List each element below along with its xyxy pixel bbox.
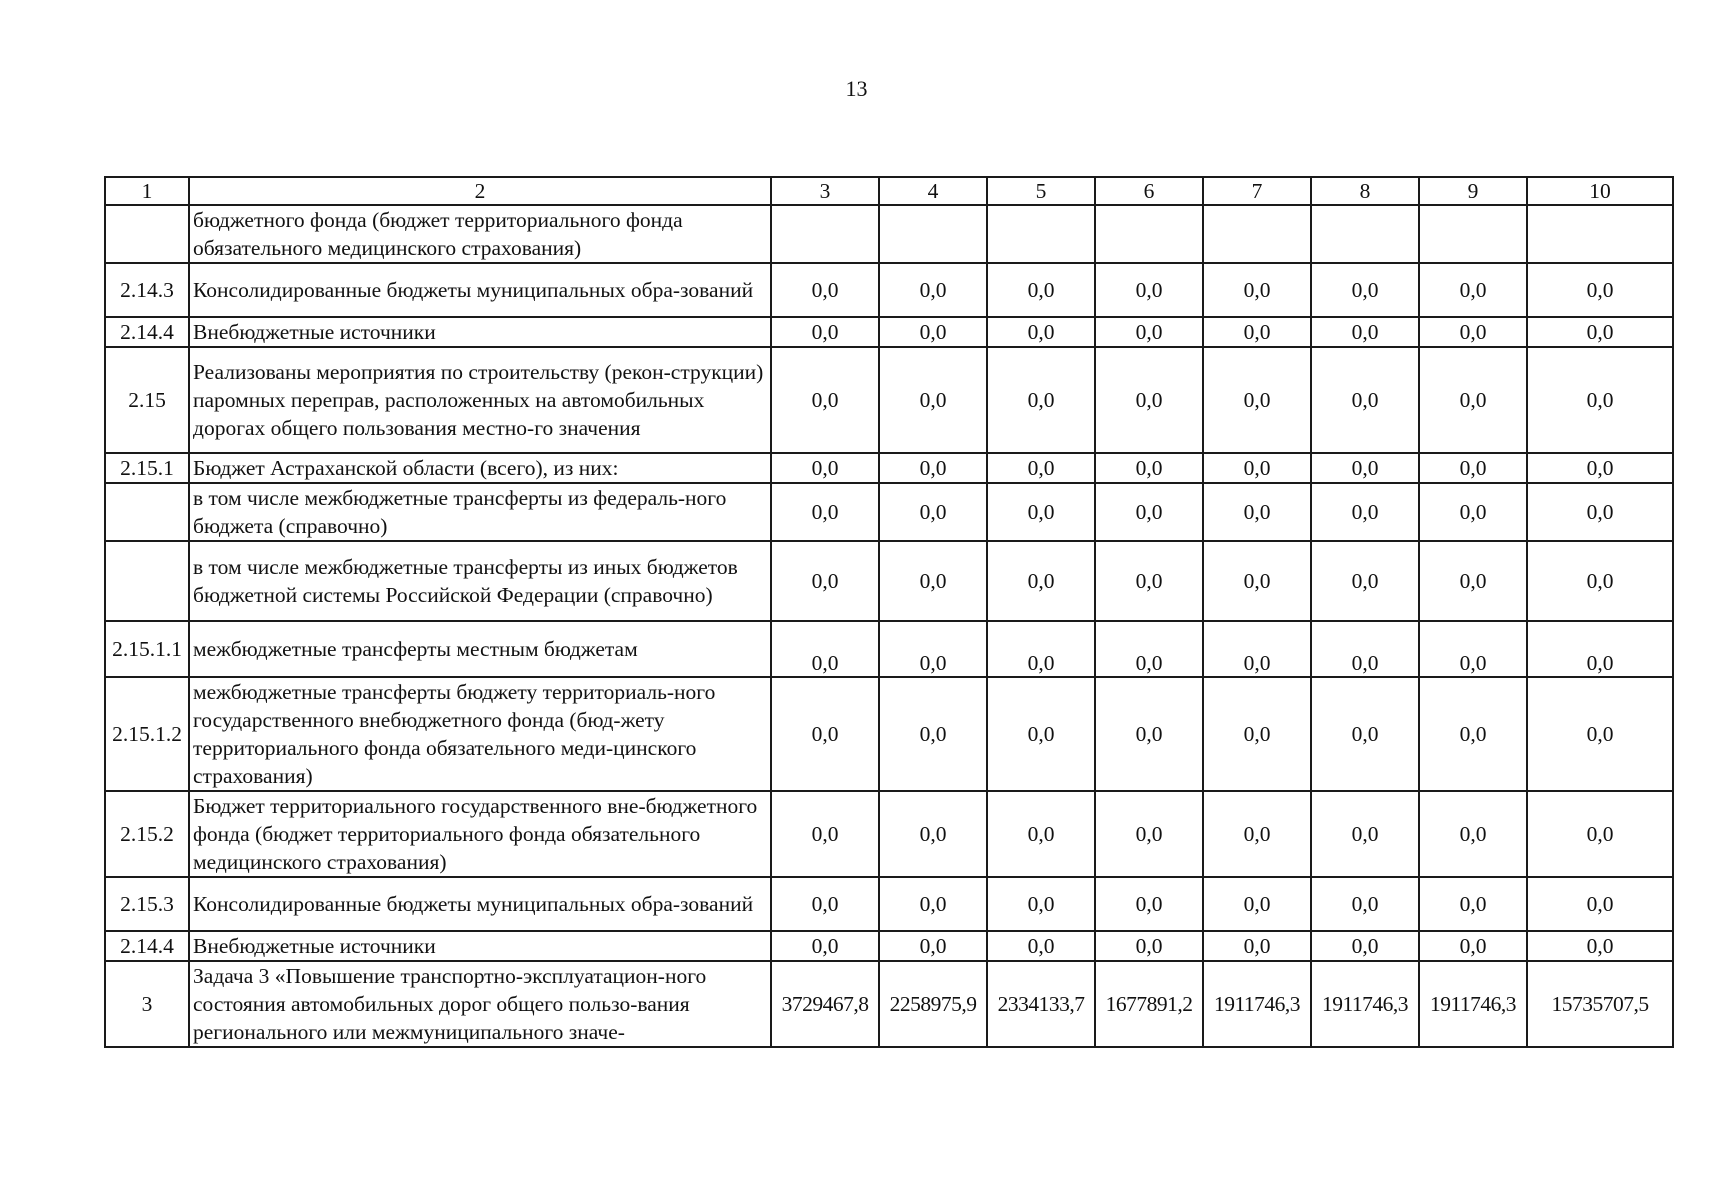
value-cell-col-7: 0,0: [1203, 931, 1311, 961]
value-cell-col-8: 0,0: [1311, 263, 1419, 317]
value-cell-col-3: 3729467,8: [771, 961, 879, 1047]
row-number: [105, 205, 189, 263]
value-cell-col-4: 0,0: [879, 317, 987, 347]
value-cell-col-8: 0,0: [1311, 317, 1419, 347]
value-cell-col-7: 0,0: [1203, 347, 1311, 453]
row-description: в том числе межбюджетные трансферты из федераль-ного бюджета (справочно): [189, 483, 771, 541]
value-cell-col-8: 0,0: [1311, 453, 1419, 483]
table-row: [105, 877, 1673, 931]
row-description: в том числе межбюджетные трансферты из иных бюджетов бюджетной системы Российской Федерации (справочно): [189, 541, 771, 621]
value-cell-col-9: 0,0: [1419, 931, 1527, 961]
row-description: Задача 3 «Повышение транспортно-эксплуатацион-ного состояния автомобильных дорог общего пользо-вания регионального или межмуниципального значе-: [189, 961, 771, 1047]
row-number: 2.15.3: [105, 877, 189, 931]
table-row: [105, 541, 1673, 621]
value-cell-col-8: 1911746,3: [1311, 961, 1419, 1047]
value-cell-col-7: 0,0: [1203, 877, 1311, 931]
value-cell-col-10: 15735707,5: [1527, 961, 1673, 1047]
header-row: [105, 177, 1673, 205]
value-cell-col-9: [1419, 205, 1527, 263]
value-cell-col-10: 0,0: [1527, 483, 1673, 541]
value-cell-col-5: 0,0: [987, 317, 1095, 347]
value-cell-col-10: 0,0: [1527, 621, 1673, 677]
table-row: [105, 347, 1673, 453]
value-cell-col-7: 0,0: [1203, 317, 1311, 347]
value-cell-col-4: 0,0: [879, 931, 987, 961]
value-cell-col-10: 0,0: [1527, 541, 1673, 621]
value-cell-col-9: 0,0: [1419, 263, 1527, 317]
value-cell-col-5: 0,0: [987, 453, 1095, 483]
value-cell-col-7: 0,0: [1203, 263, 1311, 317]
value-cell-col-6: 0,0: [1095, 347, 1203, 453]
col-header-5: 5: [987, 177, 1095, 205]
table-row: [105, 453, 1673, 483]
row-description: межбюджетные трансферты бюджету территориаль-ного государственного внебюджетного фонда (бюд-жету территориального фонда обязательного меди-цинского страхования): [189, 677, 771, 791]
table-row: [105, 621, 1673, 677]
value-cell-col-4: 0,0: [879, 621, 987, 677]
value-cell-col-5: 0,0: [987, 677, 1095, 791]
value-cell-col-10: 0,0: [1527, 791, 1673, 877]
row-number: 2.14.4: [105, 931, 189, 961]
col-header-4: 4: [879, 177, 987, 205]
value-cell-col-10: [1527, 205, 1673, 263]
value-cell-col-10: 0,0: [1527, 347, 1673, 453]
row-description: Внебюджетные источники: [189, 931, 771, 961]
value-cell-col-8: [1311, 205, 1419, 263]
value-cell-col-9: 0,0: [1419, 621, 1527, 677]
row-number: 2.14.3: [105, 263, 189, 317]
row-number: 2.15: [105, 347, 189, 453]
col-header-3: 3: [771, 177, 879, 205]
value-cell-col-10: 0,0: [1527, 877, 1673, 931]
col-header-6: 6: [1095, 177, 1203, 205]
col-header-10: 10: [1527, 177, 1673, 205]
value-cell-col-6: 0,0: [1095, 263, 1203, 317]
value-cell-col-7: 0,0: [1203, 453, 1311, 483]
value-cell-col-4: 0,0: [879, 453, 987, 483]
value-cell-col-10: 0,0: [1527, 677, 1673, 791]
value-cell-col-9: 0,0: [1419, 317, 1527, 347]
value-cell-col-8: 0,0: [1311, 541, 1419, 621]
row-description: Консолидированные бюджеты муниципальных обра-зований: [189, 877, 771, 931]
value-cell-col-6: 0,0: [1095, 541, 1203, 621]
table-row: [105, 961, 1673, 1047]
value-cell-col-4: 0,0: [879, 541, 987, 621]
value-cell-col-3: 0,0: [771, 347, 879, 453]
value-cell-col-9: 0,0: [1419, 877, 1527, 931]
table-row: [105, 263, 1673, 317]
value-cell-col-3: 0,0: [771, 677, 879, 791]
table-body: [105, 205, 1673, 1047]
row-number: 2.15.1.2: [105, 677, 189, 791]
row-number: 2.14.4: [105, 317, 189, 347]
row-description: межбюджетные трансферты местным бюджетам: [189, 621, 771, 677]
row-description: Реализованы мероприятия по строительству (рекон-струкции) паромных переправ, расположенных на автомобильных дорогах общего пользования местно-го значения: [189, 347, 771, 453]
col-header-2: 2: [189, 177, 771, 205]
table-row: [105, 205, 1673, 263]
row-number: 2.15.1: [105, 453, 189, 483]
value-cell-col-8: 0,0: [1311, 677, 1419, 791]
col-header-1: 1: [105, 177, 189, 205]
value-cell-col-5: 0,0: [987, 931, 1095, 961]
value-cell-col-5: 0,0: [987, 347, 1095, 453]
value-cell-col-6: 0,0: [1095, 791, 1203, 877]
value-cell-col-10: 0,0: [1527, 931, 1673, 961]
value-cell-col-7: 0,0: [1203, 677, 1311, 791]
value-cell-col-5: 0,0: [987, 541, 1095, 621]
value-cell-col-6: 0,0: [1095, 621, 1203, 677]
value-cell-col-3: [771, 205, 879, 263]
value-cell-col-7: 0,0: [1203, 541, 1311, 621]
value-cell-col-4: 2258975,9: [879, 961, 987, 1047]
value-cell-col-4: 0,0: [879, 263, 987, 317]
table-row: [105, 483, 1673, 541]
value-cell-col-6: 0,0: [1095, 453, 1203, 483]
value-cell-col-5: 2334133,7: [987, 961, 1095, 1047]
value-cell-col-9: 0,0: [1419, 453, 1527, 483]
budget-table: [104, 176, 1674, 1048]
value-cell-col-7: 0,0: [1203, 621, 1311, 677]
table-row: [105, 931, 1673, 961]
value-cell-col-5: 0,0: [987, 263, 1095, 317]
table-row: [105, 677, 1673, 791]
value-cell-col-9: 0,0: [1419, 791, 1527, 877]
value-cell-col-3: 0,0: [771, 621, 879, 677]
value-cell-col-4: [879, 205, 987, 263]
value-cell-col-6: [1095, 205, 1203, 263]
value-cell-col-5: 0,0: [987, 791, 1095, 877]
value-cell-col-4: 0,0: [879, 677, 987, 791]
value-cell-col-10: 0,0: [1527, 453, 1673, 483]
value-cell-col-6: 0,0: [1095, 931, 1203, 961]
value-cell-col-9: 1911746,3: [1419, 961, 1527, 1047]
value-cell-col-8: 0,0: [1311, 347, 1419, 453]
row-description: Бюджет территориального государственного вне-бюджетного фонда (бюджет территориального фонда обязательного медицинского страхования): [189, 791, 771, 877]
value-cell-col-6: 0,0: [1095, 677, 1203, 791]
value-cell-col-5: 0,0: [987, 483, 1095, 541]
value-cell-col-6: 0,0: [1095, 877, 1203, 931]
value-cell-col-3: 0,0: [771, 541, 879, 621]
value-cell-col-6: 0,0: [1095, 317, 1203, 347]
value-cell-col-9: 0,0: [1419, 677, 1527, 791]
value-cell-col-3: 0,0: [771, 791, 879, 877]
col-header-9: 9: [1419, 177, 1527, 205]
col-header-7: 7: [1203, 177, 1311, 205]
value-cell-col-3: 0,0: [771, 483, 879, 541]
table-row: [105, 317, 1673, 347]
page-number: 13: [845, 76, 868, 101]
value-cell-col-4: 0,0: [879, 347, 987, 453]
row-number: 2.15.2: [105, 791, 189, 877]
value-cell-col-8: 0,0: [1311, 931, 1419, 961]
value-cell-col-7: 1911746,3: [1203, 961, 1311, 1047]
row-description: бюджетного фонда (бюджет территориального фонда обязательного медицинского страхования): [189, 205, 771, 263]
value-cell-col-4: 0,0: [879, 877, 987, 931]
row-description: Внебюджетные источники: [189, 317, 771, 347]
value-cell-col-3: 0,0: [771, 453, 879, 483]
value-cell-col-7: 0,0: [1203, 791, 1311, 877]
row-description: Бюджет Астраханской области (всего), из них:: [189, 453, 771, 483]
value-cell-col-3: 0,0: [771, 317, 879, 347]
value-cell-col-9: 0,0: [1419, 541, 1527, 621]
value-cell-col-8: 0,0: [1311, 621, 1419, 677]
row-description: Консолидированные бюджеты муниципальных обра-зований: [189, 263, 771, 317]
value-cell-col-9: 0,0: [1419, 483, 1527, 541]
value-cell-col-7: 0,0: [1203, 483, 1311, 541]
value-cell-col-4: 0,0: [879, 483, 987, 541]
value-cell-col-8: 0,0: [1311, 483, 1419, 541]
value-cell-col-4: 0,0: [879, 791, 987, 877]
value-cell-col-5: 0,0: [987, 877, 1095, 931]
value-cell-col-3: 0,0: [771, 931, 879, 961]
value-cell-col-5: [987, 205, 1095, 263]
value-cell-col-6: 1677891,2: [1095, 961, 1203, 1047]
row-number: [105, 541, 189, 621]
table-row: [105, 791, 1673, 877]
value-cell-col-5: 0,0: [987, 621, 1095, 677]
row-number: 2.15.1.1: [105, 621, 189, 677]
value-cell-col-7: [1203, 205, 1311, 263]
value-cell-col-8: 0,0: [1311, 877, 1419, 931]
col-header-8: 8: [1311, 177, 1419, 205]
value-cell-col-9: 0,0: [1419, 347, 1527, 453]
value-cell-col-10: 0,0: [1527, 263, 1673, 317]
value-cell-col-10: 0,0: [1527, 317, 1673, 347]
row-number: 3: [105, 961, 189, 1047]
row-number: [105, 483, 189, 541]
value-cell-col-3: 0,0: [771, 263, 879, 317]
value-cell-col-3: 0,0: [771, 877, 879, 931]
value-cell-col-8: 0,0: [1311, 791, 1419, 877]
value-cell-col-6: 0,0: [1095, 483, 1203, 541]
